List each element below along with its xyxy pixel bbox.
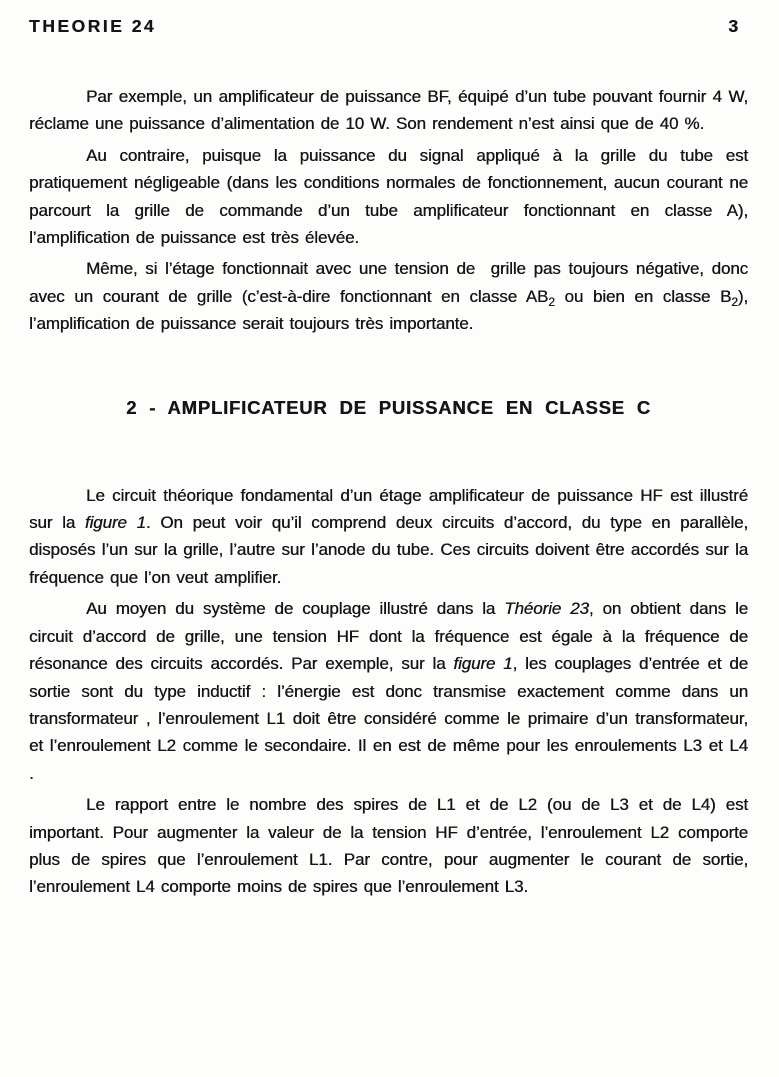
paragraph-systeme-couplage: Au moyen du système de couplage illustré dans la Théorie 23, on obtient dans le circuit d’accord de grille, une tension HF dont la fréquence est égale à la fréquence de résonance des circuits accordés. Par exemple, sur la figure 1, les couplages d’entrée et de sortie sont du type inductif : l’énergie est donc transmise exactement comme dans un transformateur , l’enroulement L1 doit être considéré comme le primaire d’un transformateur, et l’enroulement L2 comme le secondaire. Il en est de même pour les enroulements L3 et L4 . <box>29 599 748 783</box>
document-title: THEORIE 24 <box>29 16 157 36</box>
paragraph-example-bf: Par exemple, un amplificateur de puissance BF, équipé d’un tube pouvant fournir 4 W, réclame une puissance d’alimentation de 10 W. Son rendement n’est ainsi que de 40 %. <box>29 87 748 134</box>
document-body <box>29 83 748 901</box>
page-header <box>29 16 748 37</box>
paragraph-circuit-theorique: Le circuit théorique fondamental d’un étage amplificateur de puissance HF est illustré sur la figure 1. On peut voir qu’il comprend deux circuits d’accord, du type en parallèle, disposés l’un sur la grille, l’autre sur l’anode du tube. Ces circuits doivent être accordés sur la fréquence que l’on veut amplifier. <box>29 485 748 587</box>
paragraph-meme-classe-ab2: Même, si l’étage fonctionnait avec une tension de grille pas toujours négative, donc avec un courant de grille (c’est-à-dire fonctionnant en classe $AB_2$ ou bien en classe $B_2$), l’amplification de puissance serait toujours très importante. <box>29 259 748 334</box>
page-number: 3 <box>728 16 738 36</box>
section-heading: 2 - AMPLIFICATEUR DE PUISSANCE EN CLASSE C <box>126 396 651 418</box>
paragraph-rapport-spires: Le rapport entre le nombre des spires de L1 et de L2 (ou de L3 et de L4) est important. Pour augmenter la valeur de la tension HF d’entrée, l’enroulement L2 comporte plus de spires que l’enroulement L1. Par contre, pour augmenter le courant de sortie, l’enroulement L4 comporte moins de spires que l’enroulement L3. <box>29 795 748 897</box>
paragraph-au-contraire: Au contraire, puisque la puissance du signal appliqué à la grille du tube est pratiquement négligeable (dans les conditions normales de fonctionnement, aucun courant ne parcourt la grille de commande d’un tube amplificateur fonctionnant en classe A), l’amplification de puissance est très élevée. <box>29 145 748 248</box>
